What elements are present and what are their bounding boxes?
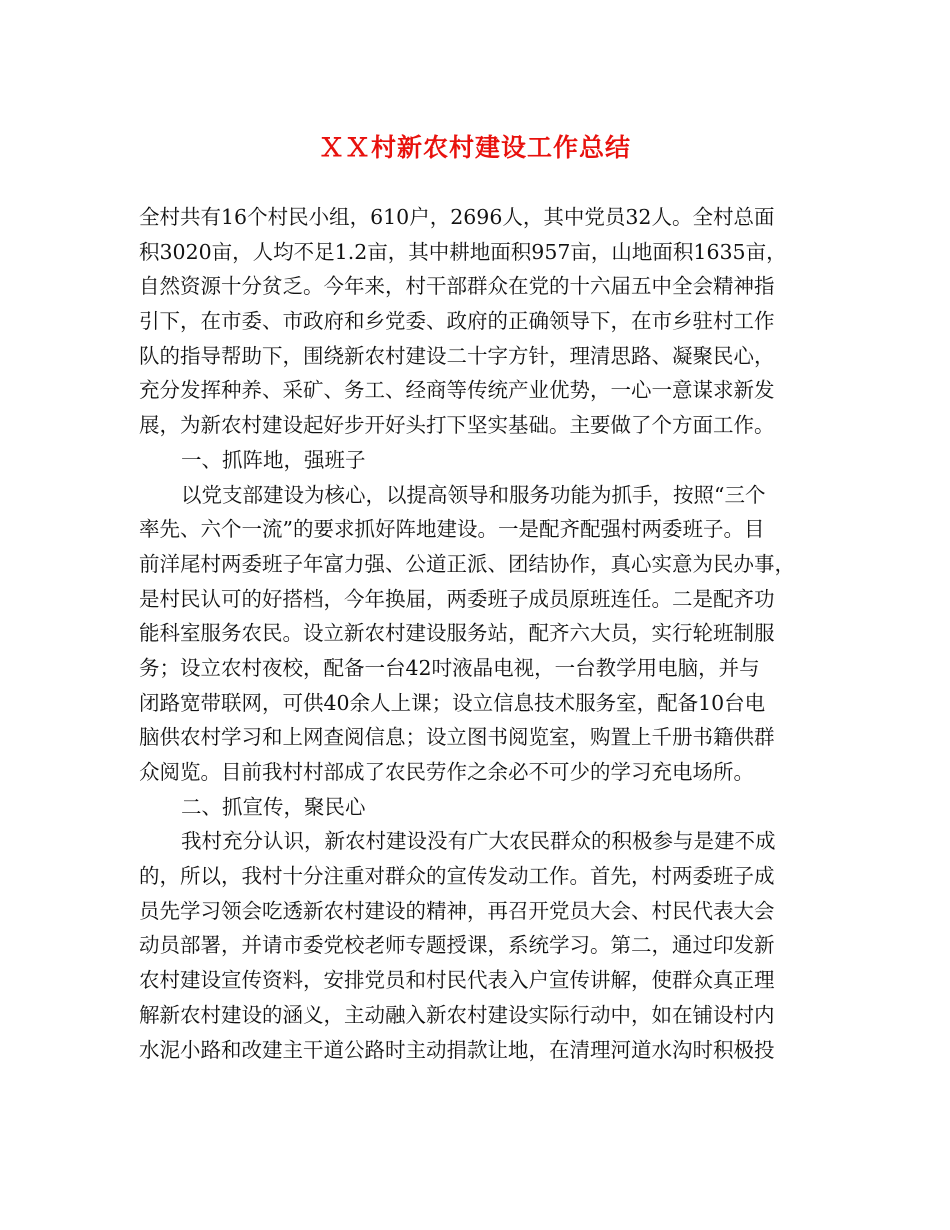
text-line: 前洋尾村两委班子年富力强、公道正派、团结协作，真心实意为民办事， bbox=[139, 551, 795, 576]
text-line: 是村民认可的好搭档，今年换届，两委班子成员原班连任。二是配齐功 bbox=[139, 586, 775, 611]
text-line: 率先、六个一流”的要求抓好阵地建设。一是配齐配强村两委班子。目 bbox=[139, 517, 765, 542]
section-heading-2 bbox=[139, 790, 829, 825]
text-line: 展，为新农村建设起好步开好头打下坚实基础。主要做了个方面工作。 bbox=[139, 413, 775, 438]
paragraph-intro bbox=[139, 200, 829, 443]
text-line: 充分发挥种养、采矿、务工、经商等传统产业优势，一心一意谋求新发 bbox=[139, 378, 775, 403]
document-title: ＸＸ村新农村建设工作总结 bbox=[318, 133, 631, 162]
text-line: 员先学习领会吃透新农村建设的精神，再召开党员大会、村民代表大会 bbox=[139, 898, 775, 923]
text-line: 农村建设宣传资料，安排党员和村民代表入户宣传讲解，使群众真正理 bbox=[139, 968, 775, 993]
text-line: 自然资源十分贫乏。今年来，村干部群众在党的十六届五中全会精神指 bbox=[139, 274, 775, 299]
text-line: 队的指导帮助下，围绕新农村建设二十字方针，理清思路、凝聚民心， bbox=[139, 343, 775, 368]
section-heading-text: 二、抓宣传，聚民心 bbox=[181, 794, 366, 819]
text-line: 能科室服务农民。设立新农村建设服务站，配齐六大员，实行轮班制服 bbox=[139, 621, 775, 646]
text-line: 引下，在市委、市政府和乡党委、政府的正确领导下，在市乡驻村工作 bbox=[139, 309, 775, 334]
text-line: 务；设立农村夜校，配备一台42吋液晶电视，一台教学用电脑，并与 bbox=[139, 655, 760, 680]
section-heading-1 bbox=[139, 443, 829, 478]
paragraph-section-2 bbox=[139, 824, 829, 1067]
text-line: 动员部署，并请市委党校老师专题授课，系统学习。第二，通过印发新 bbox=[139, 933, 775, 958]
text-line: 的，所以，我村十分注重对群众的宣传发动工作。首先，村两委班子成 bbox=[139, 864, 775, 889]
text-line: 闭路宽带联网，可供40余人上课；设立信息技术服务室，配备10台电 bbox=[139, 690, 766, 715]
section-heading-text: 一、抓阵地，强班子 bbox=[181, 447, 366, 472]
text-line: 水泥小路和改建主干道公路时主动捐款让地，在清理河道水沟时积极投 bbox=[139, 1037, 775, 1062]
text-line: 众阅览。目前我村村部成了农民劳作之余必不可少的学习充电场所。 bbox=[139, 760, 754, 784]
text-line: 积3020亩，人均不足1.2亩，其中耕地面积957亩，山地面积1635亩， bbox=[139, 239, 787, 264]
text-line: 全村共有16个村民小组，610户，2696人，其中党员32人。全村总面 bbox=[139, 205, 775, 229]
text-line: 脑供农村学习和上网查阅信息；设立图书阅览室，购置上千册书籍供群 bbox=[139, 725, 775, 750]
paragraph-section-1 bbox=[139, 478, 829, 790]
text-line: 我村充分认识，新农村建设没有广大农民群众的积极参与是建不成 bbox=[181, 829, 776, 854]
text-line: 解新农村建设的涵义，主动融入新农村建设实际行动中，如在铺设村内 bbox=[139, 1002, 775, 1027]
text-line: 以党支部建设为核心，以提高领导和服务功能为抓手，按照“三个 bbox=[181, 482, 766, 507]
document-body bbox=[139, 200, 829, 1067]
